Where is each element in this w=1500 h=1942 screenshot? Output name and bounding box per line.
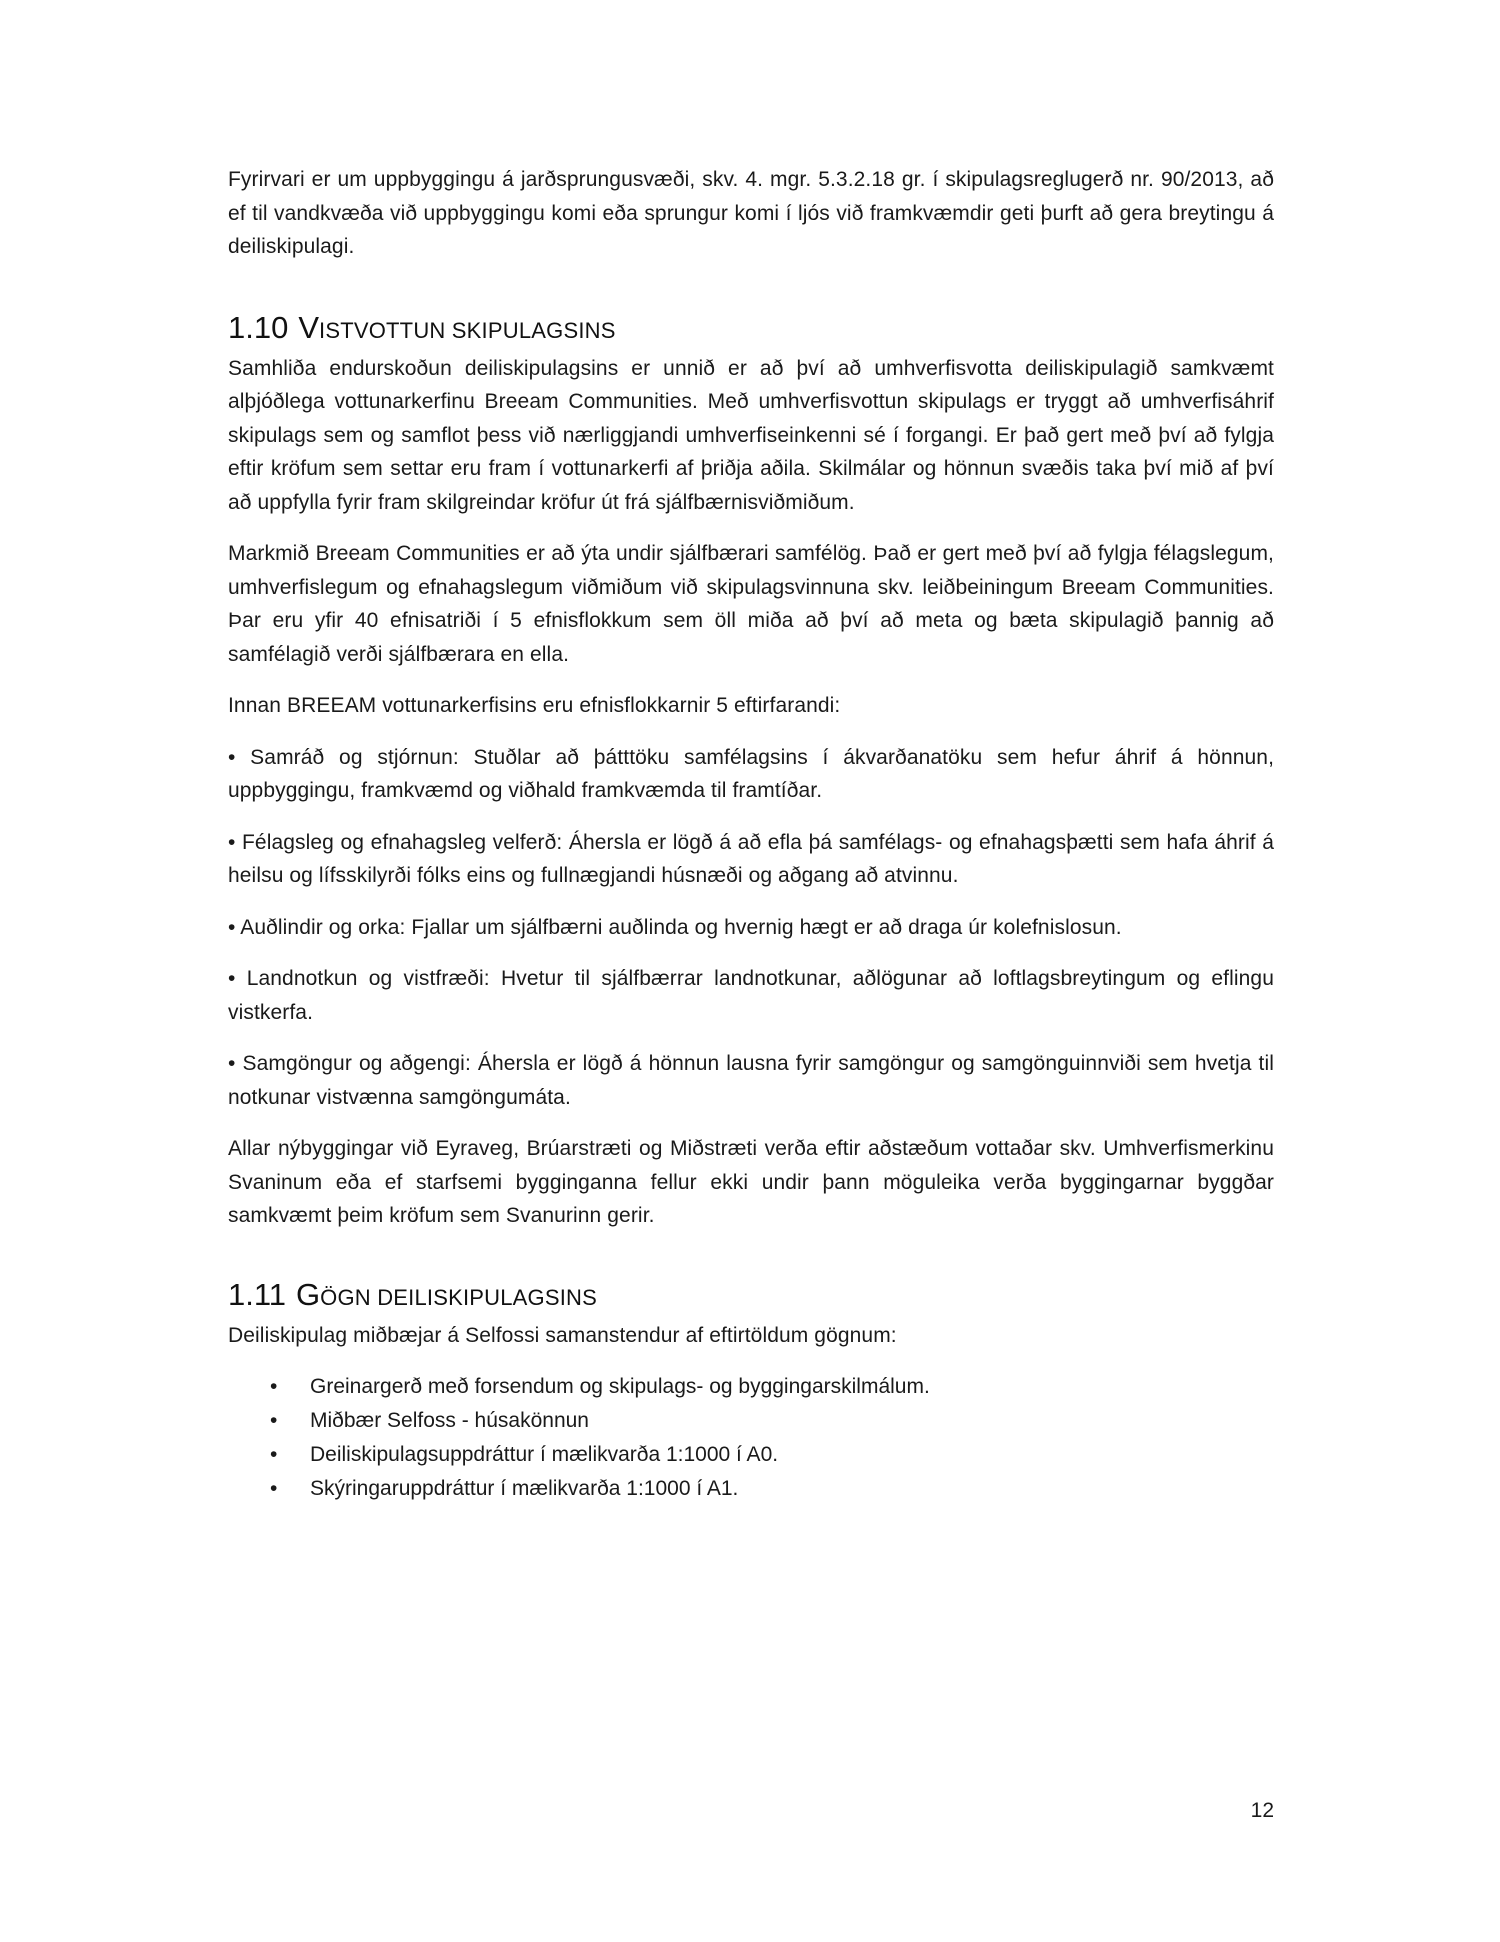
bullet-icon: • — [270, 1409, 278, 1432]
category-governance: • Samráð og stjórnun: Stuðlar að þátttöku samfélagsins í ákvarðanatöku sem hefur áhrif á hönnun, uppbyggingu, framkvæmd og viðhald framkvæmda til framtíðar. — [228, 745, 1274, 802]
intro-paragraph: Fyrirvari er um uppbyggingu á jarðsprungusvæði, skv. 4. mgr. 5.3.2.18 gr. í skipulagsreglugerð nr. 90/2013, að ef til vandkvæða við uppbyggingu komi eða sprungur komi í ljós við framkvæmdir geti þurft að gera breytingu á deiliskipulagi. — [228, 168, 1274, 258]
paragraph-svanurinn: Allar nýbyggingar við Eyraveg, Brúarstræti og Miðstræti verða eftir aðstæðum vottaðar skv. Umhverfismerkinu Svaninum eða ef starfsemi bygginganna fellur ekki undir þann möguleika verða byggingarnar byggðar samkvæmt þeim kröfum sem Svanurinn gerir. — [228, 1137, 1274, 1227]
documents-list — [228, 1370, 1274, 1506]
category-social-economic: • Félagsleg og efnahagsleg velferð: Áhersla er lögð á að efla þá samfélags- og efnahagsþætti sem hafa áhrif á heilsu og lífsskilyrði fólks eins og fullnægjandi húsnæði og aðgang að atvinnu. — [228, 830, 1274, 887]
paragraph-breeam-goal: Markmið Breeam Communities er að ýta undir sjálfbærari samfélög. Það er gert með því að fylgja félagslegum, umhverfislegum og efnahagslegum viðmiðum við skipulagsvinnuna skv. leiðbeiningum Breeam Communities. Þar eru yfir 40 efnisatriði í 5 efnisflokkum sem öll miða að því að meta og bæta skipulagið þannig að samfélagið verði sjálfbærara en ella. — [228, 542, 1274, 666]
category-land-use-ecology: • Landnotkun og vistfræði: Hvetur til sjálfbærrar landnotkunar, aðlögunar að loftlagsbreytingum og eflingu vistkerfa. — [228, 967, 1274, 1024]
paragraph-breeam-intro: Samhliða endurskoðun deiliskipulagsins er unnið er að því að umhverfisvotta deiliskipulagið samkvæmt alþjóðlega vottunarkerfinu Breeam Communities. Með umhverfisvottun skipulags er tryggt að umhverfisáhrif skipulags sem og samflot þess við nærliggjandi umhverfiseinkenni sé í forgangi. Er það gert með því að fylgja eftir kröfum sem settar eru fram í vottunarkerfi af þriðja aðila. Skilmálar og hönnun svæðis taka því mið af því að uppfylla fyrir fram skilgreindar kröfur út frá sjálfbærnisviðmiðum. — [228, 356, 1274, 514]
section-title-initial: G — [296, 1276, 321, 1312]
section-heading-1-10 — [228, 309, 1274, 350]
list-item — [228, 1438, 1274, 1472]
section-title-rest: ÖGN DEILISKIPULAGSINS — [320, 1284, 598, 1310]
paragraph-categories-intro: Innan BREEAM vottunarkerfisins eru efnisflokkarnir 5 eftirfarandi: — [228, 694, 841, 717]
list-item-text: Deiliskipulagsuppdráttur í mælikvarða 1:1000 í A0. — [310, 1443, 779, 1466]
list-item-text: Skýringaruppdráttur í mælikvarða 1:1000 í A1. — [310, 1477, 739, 1500]
section-number: 1.10 — [228, 309, 289, 345]
list-item — [228, 1472, 1274, 1506]
section-title-initial: V — [298, 309, 320, 345]
documents-intro: Deiliskipulag miðbæjar á Selfossi samanstendur af eftirtöldum gögnum: — [228, 1323, 897, 1347]
list-item — [228, 1370, 1274, 1404]
section-heading-1-11 — [228, 1276, 1274, 1317]
section-number: 1.11 — [228, 1276, 287, 1312]
list-item-text: Greinargerð með forsendum og skipulags- og byggingarskilmálum. — [310, 1375, 930, 1398]
list-item — [228, 1404, 1274, 1438]
category-transport-access: • Samgöngur og aðgengi: Áhersla er lögð á hönnun lausna fyrir samgöngur og samgönguinnviði sem hvetja til notkunar vistvænna samgöngumáta. — [228, 1052, 1274, 1109]
list-item-text: Miðbær Selfoss - húsakönnun — [310, 1409, 589, 1432]
bullet-icon: • — [270, 1477, 278, 1500]
document-page — [228, 163, 1274, 1506]
category-resources-energy: • Auðlindir og orka: Fjallar um sjálfbærni auðlinda og hvernig hægt er að draga úr kolefnislosun. — [228, 915, 1122, 939]
bullet-icon: • — [270, 1375, 278, 1398]
bullet-icon: • — [270, 1443, 278, 1466]
page-number: 12 — [1250, 1799, 1274, 1822]
section-title-rest: ISTVOTTUN SKIPULAGSINS — [319, 317, 616, 343]
